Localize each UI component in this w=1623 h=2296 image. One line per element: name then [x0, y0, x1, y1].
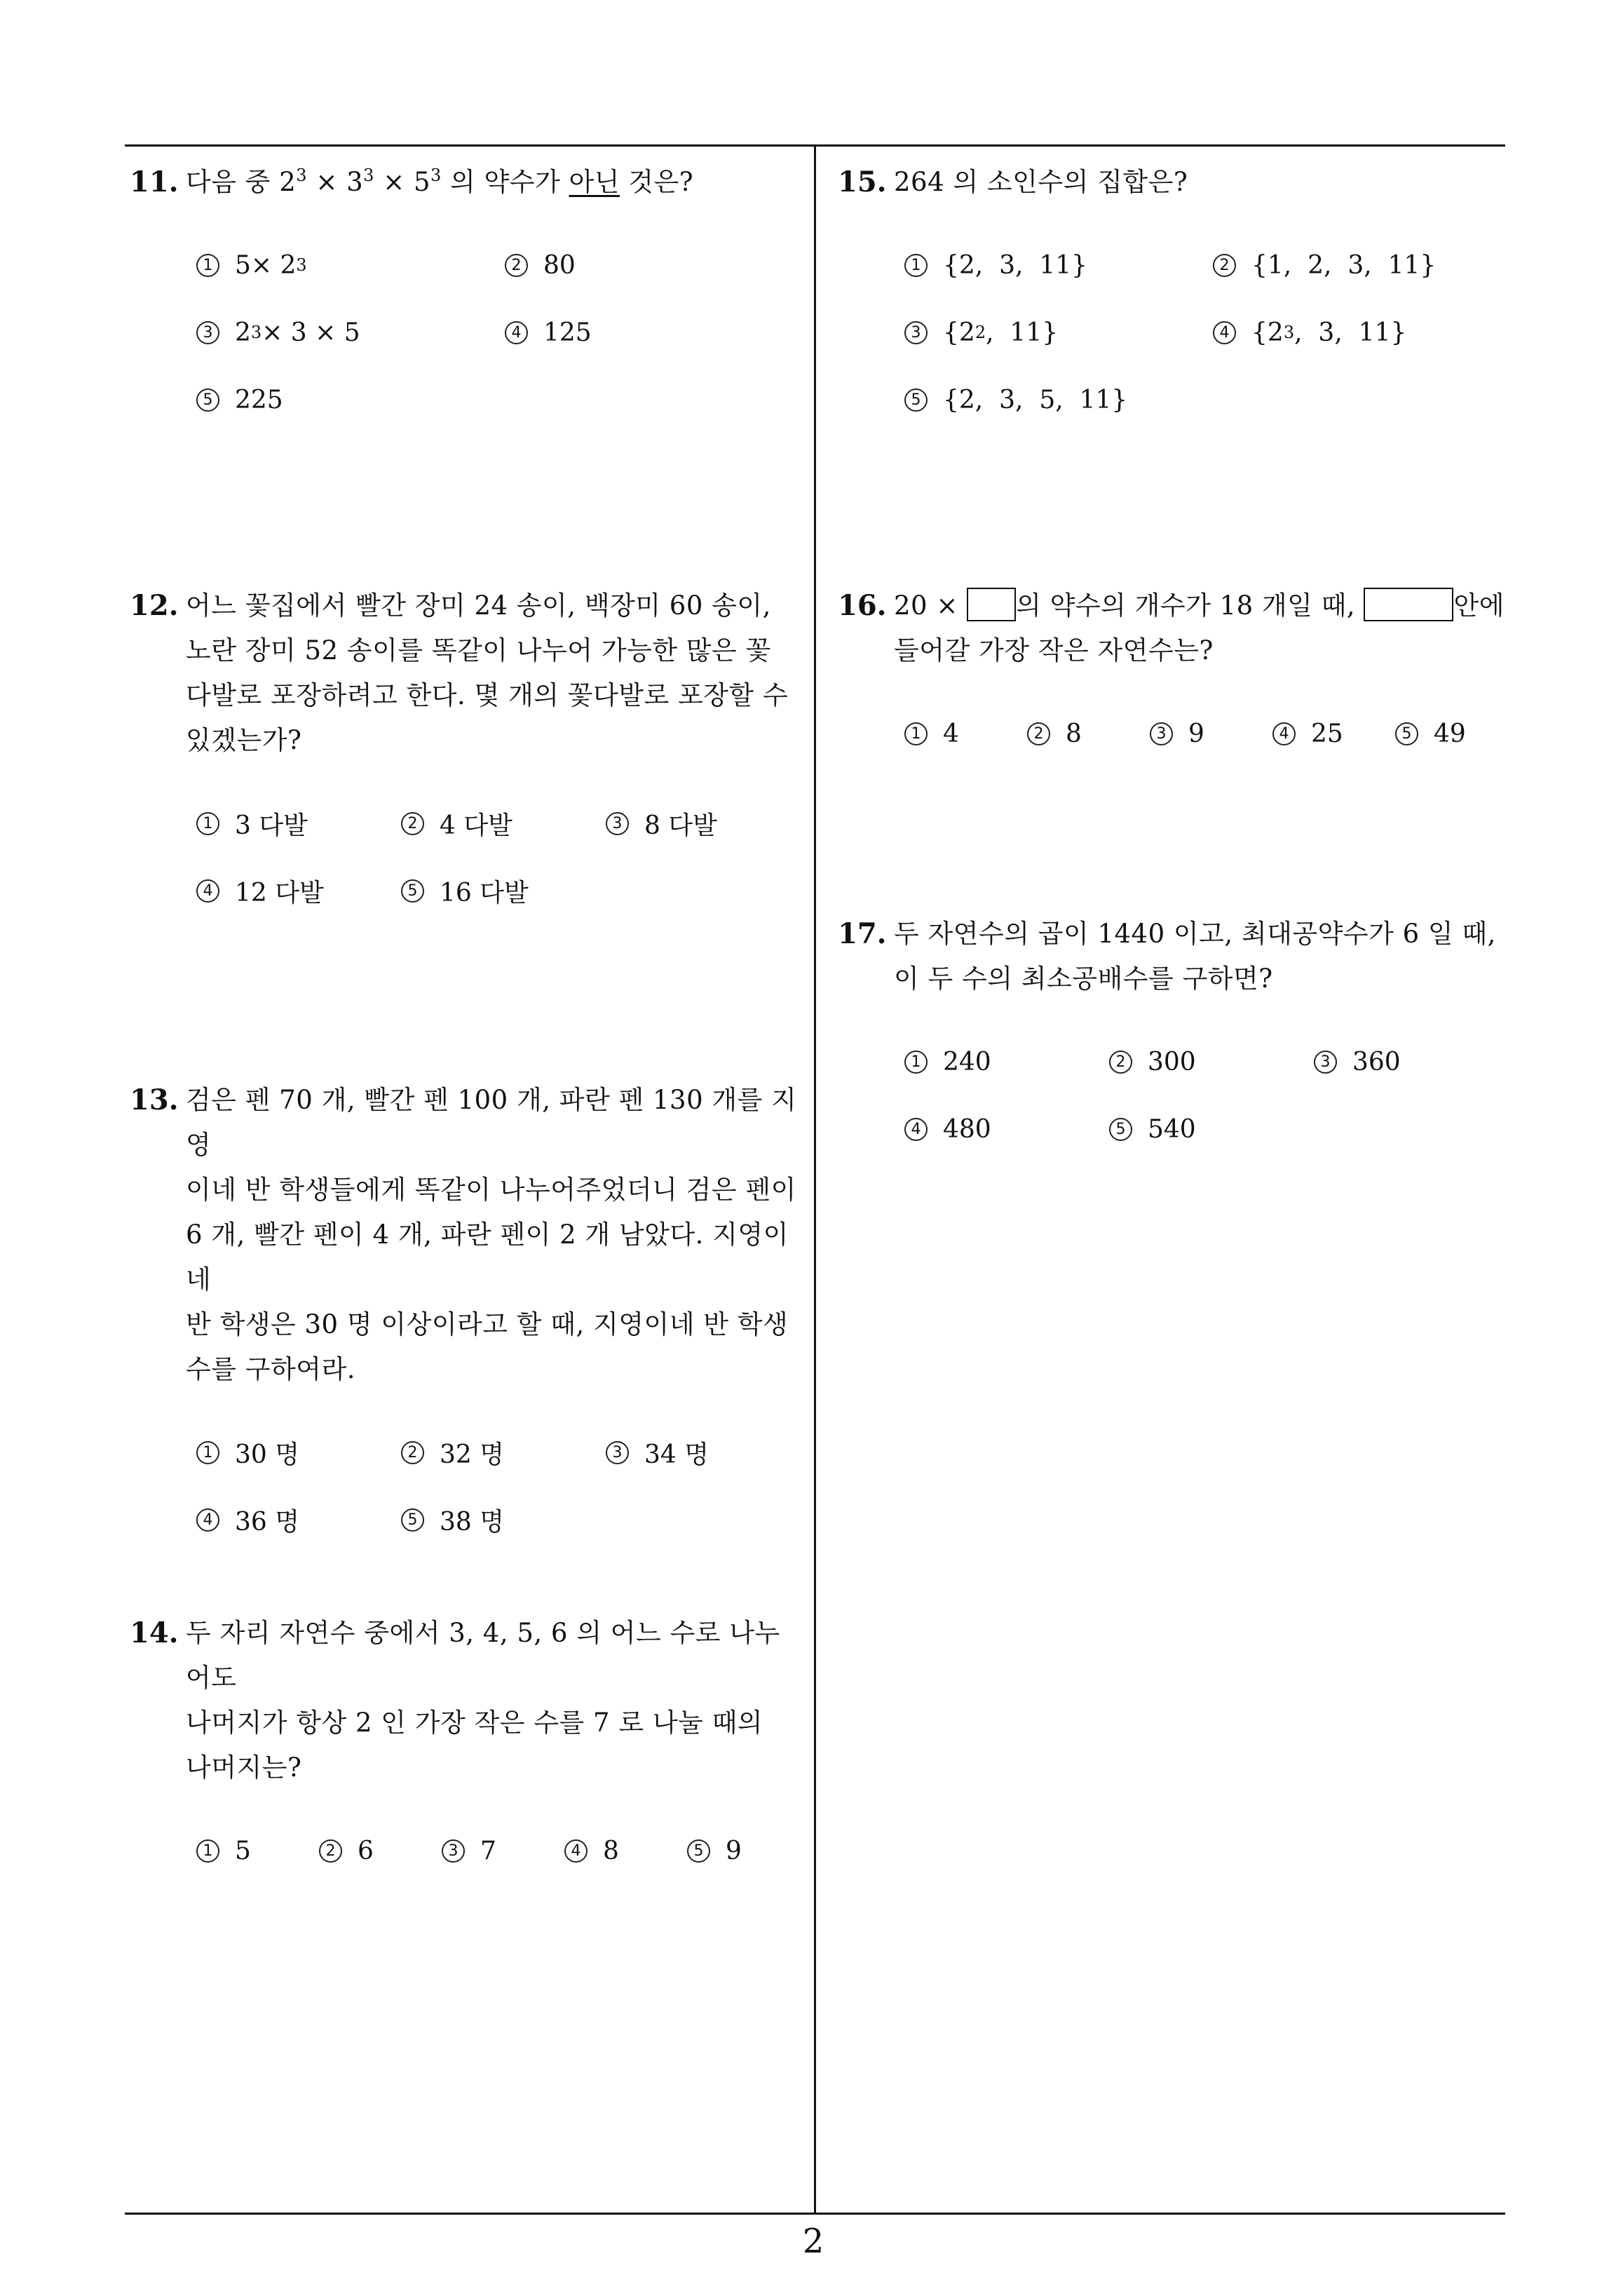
choice-list [196, 1419, 803, 1553]
question-12 [130, 583, 803, 924]
choice-2[interactable]: 2 8 [1027, 720, 1150, 748]
question-13 [130, 1078, 803, 1553]
choice-list [904, 1028, 1511, 1163]
choice-4[interactable]: 4 8 [564, 1837, 687, 1865]
question-number: 11. [130, 166, 179, 198]
question-text: 20 × 의 약수의 개수가 18 개일 때, 안에 들어갈 가장 작은 자연수는? [894, 583, 1511, 673]
choice-5[interactable]: 5 225 [196, 386, 283, 414]
choice-1[interactable]: 1 30 명 [196, 1435, 401, 1471]
circled-number: 4 [196, 879, 219, 903]
circled-number: 3 [442, 1839, 465, 1863]
question-text: 검은 펜 70 개, 빨간 펜 100 개, 파란 펜 130 개를 지영 이네 반 학생들에게 똑같이 나누어주었더니 검은 펜이 6 개, 빨간 펜이 4 개, 파란 펜이 2 개 남았다. 지영이네 반 학생은 30 명 이상이라고 할 때, 지영이네 반 학생 수를 구하여라. [186, 1085, 797, 1384]
circled-number: 2 [401, 1441, 424, 1464]
question-text: 두 자연수의 곱이 1440 이고, 최대공약수가 6 일 때, 이 두 수의 최소공배수를 구하면? [894, 919, 1496, 994]
circled-number: 4 [1272, 722, 1296, 745]
circled-number: 5 [401, 1508, 424, 1532]
circled-number: 5 [904, 389, 928, 412]
choice-5[interactable]: 5 {2, 3, 5, 11} [904, 386, 1127, 414]
underlined-word: 아닌 [569, 167, 620, 197]
question-16 [838, 583, 1511, 767]
choice-4[interactable]: 4 36 명 [196, 1502, 401, 1538]
circled-number: 5 [1109, 1118, 1132, 1141]
question-text: 어느 꽃집에서 빨간 장미 24 송이, 백장미 60 송이, 노란 장미 52 송이를 똑같이 나누어 가능한 많은 꽃 다발로 포장하려고 한다. 몇 개의 꽃다발로 포장할 수 있겠는가? [186, 590, 789, 755]
choice-3[interactable]: 3 {2 2 , 11} [904, 318, 1213, 347]
choice-3[interactable]: 3 2 3 × 3 × 5 [196, 318, 505, 347]
circled-number: 2 [401, 812, 424, 835]
choice-4[interactable]: 4 12 다발 [196, 873, 401, 909]
column-divider [814, 144, 816, 2213]
choice-1[interactable]: 1 5× 2 3 [196, 251, 505, 280]
question-number: 15. [838, 166, 887, 198]
choice-1[interactable]: 1 {2, 3, 11} [904, 251, 1213, 280]
question-number: 17. [838, 917, 887, 950]
circled-number: 3 [606, 1441, 629, 1464]
choice-4[interactable]: 4 25 [1272, 720, 1395, 748]
choice-list [196, 790, 803, 924]
choice-1[interactable]: 1 4 [904, 720, 1027, 748]
question-text: 264 의 소인수의 집합은? [894, 167, 1188, 197]
choice-2[interactable]: 2 300 [1109, 1048, 1314, 1076]
circled-number: 2 [319, 1839, 342, 1863]
question-14 [130, 1611, 803, 1884]
circled-number: 4 [196, 1508, 219, 1532]
choice-5[interactable]: 5 38 명 [401, 1502, 504, 1538]
page-number: 2 [802, 2222, 824, 2261]
circled-number: 1 [904, 722, 928, 745]
circled-number: 2 [1213, 254, 1236, 277]
circled-number: 2 [505, 254, 528, 277]
question-number: 16. [838, 589, 887, 622]
circled-number: 5 [401, 879, 424, 903]
bottom-rule [125, 2213, 1505, 2215]
choice-2[interactable]: 2 {1, 2, 3, 11} [1213, 251, 1436, 280]
choice-2[interactable]: 2 6 [319, 1837, 442, 1865]
answer-box [1364, 588, 1453, 621]
choice-1[interactable]: 1 3 다발 [196, 806, 401, 842]
choice-list [196, 231, 803, 433]
choice-list [196, 1817, 803, 1884]
question-text: 다음 중 $2^3 \times 3^3 \times 5^3$ 의 약수가 아닌 것은? [186, 166, 694, 197]
choice-list [904, 231, 1511, 433]
choice-4[interactable]: 4 125 [505, 318, 592, 347]
choice-3[interactable]: 3 360 [1314, 1048, 1401, 1076]
question-17 [838, 912, 1511, 1163]
circled-number: 4 [564, 1839, 588, 1863]
circled-number: 3 [1314, 1051, 1337, 1074]
circled-number: 4 [505, 321, 528, 344]
circled-number: 1 [196, 812, 219, 835]
question-number: 12. [130, 589, 179, 622]
question-11 [130, 160, 803, 433]
circled-number: 3 [196, 321, 219, 344]
circled-number: 1 [196, 1839, 219, 1863]
circled-number: 3 [606, 812, 629, 835]
choice-2[interactable]: 2 80 [505, 251, 576, 280]
question-15 [838, 160, 1511, 433]
choice-2[interactable]: 2 4 다발 [401, 806, 606, 842]
circled-number: 5 [1395, 722, 1418, 745]
circled-number: 4 [904, 1118, 928, 1141]
circled-number: 5 [687, 1839, 710, 1863]
choice-3[interactable]: 3 7 [442, 1837, 564, 1865]
circled-number: 2 [1109, 1051, 1132, 1074]
choice-5[interactable]: 5 540 [1109, 1115, 1196, 1144]
choice-list [904, 700, 1511, 767]
choice-3[interactable]: 3 34 명 [606, 1435, 709, 1471]
choice-4[interactable]: 4 {2 3 , 3, 11} [1213, 318, 1406, 347]
choice-1[interactable]: 1 240 [904, 1048, 1109, 1076]
question-number: 14. [130, 1616, 179, 1649]
circled-number: 2 [1027, 722, 1050, 745]
circled-number: 3 [904, 321, 928, 344]
choice-3[interactable]: 3 8 다발 [606, 806, 717, 842]
circled-number: 1 [196, 1441, 219, 1464]
circled-number: 5 [196, 389, 219, 412]
circled-number: 1 [904, 1051, 928, 1074]
answer-box [967, 588, 1016, 621]
choice-5[interactable]: 5 49 [1395, 720, 1466, 748]
choice-5[interactable]: 5 9 [687, 1837, 742, 1865]
question-number: 13. [130, 1083, 179, 1116]
choice-1[interactable]: 1 5 [196, 1837, 319, 1865]
choice-4[interactable]: 4 480 [904, 1115, 1109, 1144]
circled-number: 4 [1213, 321, 1236, 344]
circled-number: 1 [904, 254, 928, 277]
circled-number: 1 [196, 254, 219, 277]
choice-5[interactable]: 5 16 다발 [401, 873, 529, 909]
circled-number: 3 [1150, 722, 1173, 745]
question-text: 두 자리 자연수 중에서 3, 4, 5, 6 의 어느 수로 나누어도 나머지가 항상 2 인 가장 작은 수를 7 로 나눌 때의 나머지는? [186, 1618, 780, 1783]
choice-3[interactable]: 3 9 [1150, 720, 1272, 748]
choice-2[interactable]: 2 32 명 [401, 1435, 606, 1471]
